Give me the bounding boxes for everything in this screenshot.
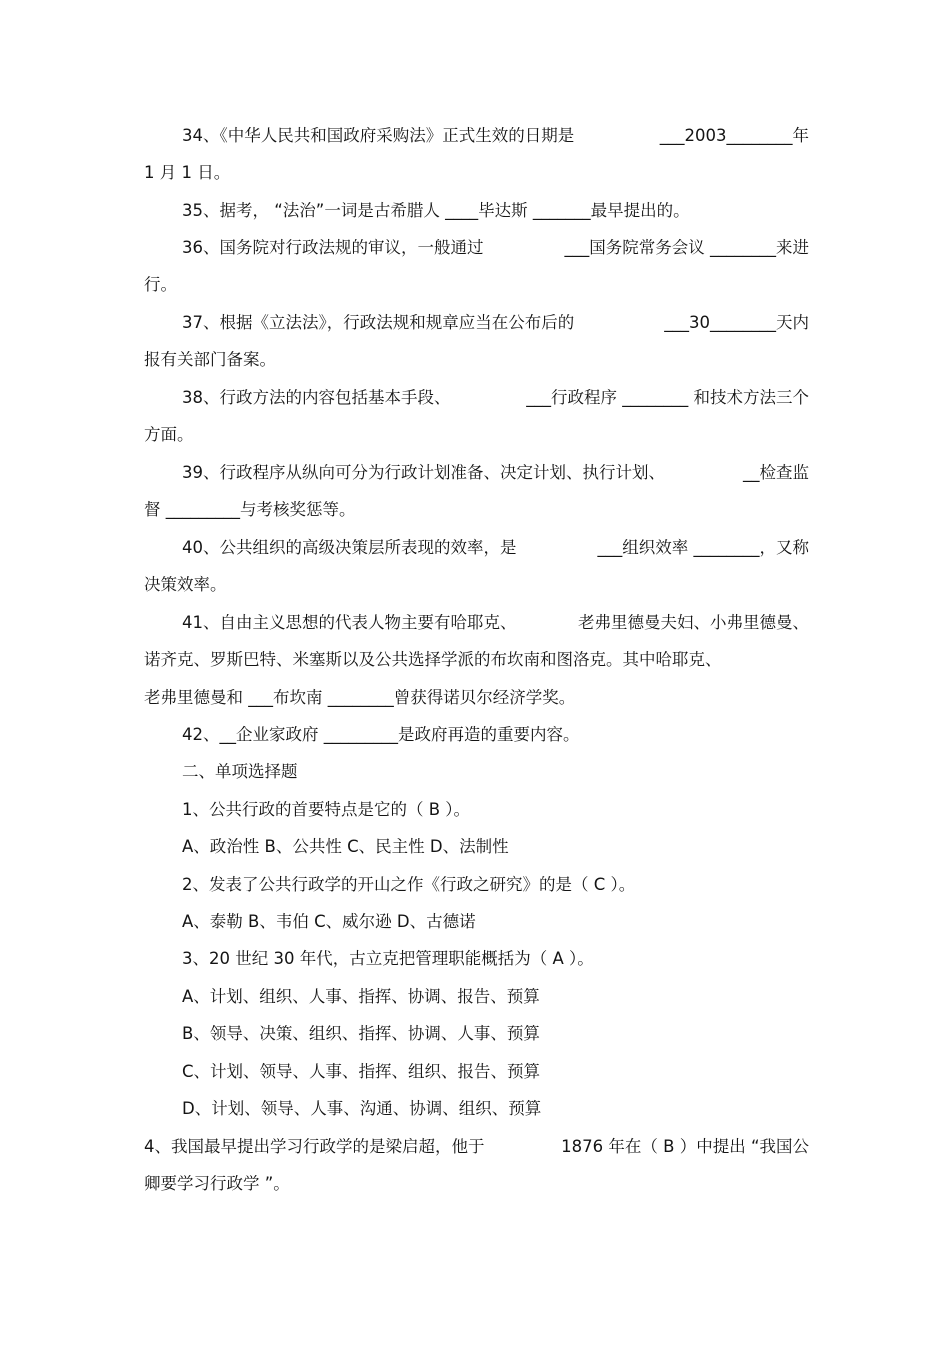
- text-segment: 1876 年在（ B ）中提出 “我国公: [561, 1137, 809, 1156]
- choice-question-4-line-1: [144, 1136, 809, 1158]
- question-38-line-2: 方面。: [144, 425, 194, 444]
- text-segment: 老弗里德曼夫妇、小弗里德曼、: [578, 613, 809, 632]
- text-segment: 40、公共组织的高级决策层所表现的效率，是: [182, 538, 517, 557]
- question-38-line-1: [182, 387, 809, 409]
- text-segment: 38、行政方法的内容包括基本手段、: [182, 388, 451, 407]
- text-segment: 41、自由主义思想的代表人物主要有哈耶克、: [182, 613, 517, 632]
- question-41-line-3: 老弗里德曼和 ___布坎南 ________曾获得诺贝尔经济学奖。: [144, 688, 576, 707]
- choice-option-3b: B、领导、决策、组织、指挥、协调、人事、预算: [182, 1024, 540, 1043]
- choice-question-1: 1、公共行政的首要特点是它的（ B ）。: [182, 800, 471, 819]
- choice-question-2: 2、发表了公共行政学的开山之作《行政之研究》的是（ C ）。: [182, 875, 636, 894]
- question-34-line-1: [182, 125, 809, 147]
- text-segment: ___2003________年: [659, 126, 809, 145]
- text-segment: ___30________天内: [664, 313, 809, 332]
- text-segment: __检查监: [743, 463, 809, 482]
- choice-options-2: A、泰勒 B、韦伯 C、威尔逊 D、古德诺: [182, 912, 476, 931]
- question-35: 35、据考， “法治”一词是古希腊人 ____毕达斯 _______最早提出的。: [182, 201, 690, 220]
- choice-option-3a: A、计划、组织、人事、指挥、协调、报告、预算: [182, 987, 540, 1006]
- text-segment: ___行政程序 ________ 和技术方法三个: [526, 388, 809, 407]
- question-41-line-1: [182, 612, 809, 634]
- question-40-line-1: [182, 537, 809, 559]
- choice-option-3d: D、计划、领导、人事、沟通、协调、组织、预算: [182, 1099, 542, 1118]
- choice-option-3c: C、计划、领导、人事、指挥、组织、报告、预算: [182, 1062, 541, 1081]
- text-segment: ___国务院常务会议 ________来进: [564, 238, 809, 257]
- text-segment: 36、国务院对行政法规的审议，一般通过: [182, 238, 484, 257]
- section-heading: 二、单项选择题: [182, 762, 298, 781]
- question-39-line-2: 督 _________与考核奖惩等。: [144, 500, 356, 519]
- question-36-line-2: 行。: [144, 275, 177, 294]
- question-37-line-2: 报有关部门备案。: [144, 350, 276, 369]
- text-segment: ___组织效率 ________，又称: [597, 538, 809, 557]
- choice-options-1: A、政治性 B、公共性 C、民主性 D、法制性: [182, 837, 509, 856]
- question-40-line-2: 决策效率。: [144, 575, 227, 594]
- text-segment: 34、《中华人民共和国政府采购法》正式生效的日期是: [182, 126, 575, 145]
- choice-question-4-line-2: 卿要学习行政学 ”。: [144, 1174, 290, 1193]
- text-segment: 37、根据《立法法》，行政法规和规章应当在公布后的: [182, 313, 575, 332]
- question-36-line-1: [182, 237, 809, 259]
- question-42: 42、__企业家政府 _________是政府再造的重要内容。: [182, 725, 580, 744]
- text-segment: 39、行政程序从纵向可分为行政计划准备、决定计划、执行计划、: [182, 463, 665, 482]
- question-34-line-2: 1 月 1 日。: [144, 163, 231, 182]
- question-37-line-1: [182, 312, 809, 334]
- question-39-line-1: [182, 462, 809, 484]
- question-41-line-2: 诺齐克、罗斯巴特、米塞斯以及公共选择学派的布坎南和图洛克。其中哈耶克、: [144, 650, 722, 669]
- choice-question-3: 3、20 世纪 30 年代，古立克把管理职能概括为（ A ）。: [182, 949, 594, 968]
- text-segment: 4、我国最早提出学习行政学的是梁启超，他于: [144, 1137, 485, 1156]
